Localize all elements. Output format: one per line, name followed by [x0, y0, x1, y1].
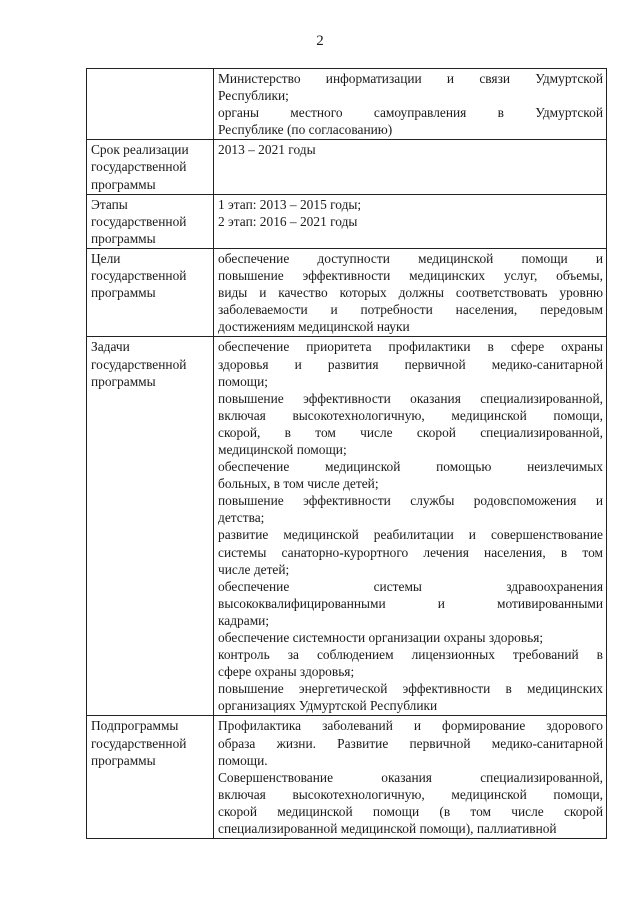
content-paragraph: [218, 141, 603, 158]
row-content-cell: [214, 194, 607, 248]
row-label-cell: [87, 140, 214, 194]
table-row: [87, 194, 607, 248]
content-paragraph: [218, 213, 603, 230]
row-label-line: программы: [91, 752, 156, 768]
content-line: образа жизни. Развитие первичной медико-санитарной: [218, 735, 603, 751]
content-line: обеспечение системы здравоохранения: [218, 578, 603, 594]
table-row: [87, 716, 607, 839]
table-row: [87, 69, 607, 140]
row-label-line: государственной: [91, 356, 187, 372]
content-line: обеспечение медицинской помощью неизлечимых: [218, 459, 603, 475]
content-paragraph: [218, 338, 603, 389]
row-label-line: Этапы: [91, 196, 128, 212]
content-line: включая высокотехнологичную, медицинской помощи,: [218, 407, 603, 423]
row-label-cell: [87, 69, 214, 140]
content-line: специализированной медицинской помощи), паллиативной: [218, 821, 557, 837]
content-line: больных, в том числе детей;: [218, 476, 379, 492]
row-label-line: программы: [91, 176, 156, 192]
content-line: повышение эффективности медицинских услуг, объемы,: [218, 268, 603, 284]
content-paragraph: [218, 717, 603, 768]
content-line: Министерство информатизации и связи Удмуртской: [218, 71, 603, 86]
content-paragraph: [218, 70, 603, 104]
row-label-line: программы: [91, 285, 156, 301]
row-content-cell: [214, 69, 607, 140]
content-paragraph: [218, 104, 603, 138]
row-content-cell: [214, 337, 607, 716]
program-passport-table: [86, 68, 607, 839]
content-line: заболеваемости и потребности населения, передовым: [218, 302, 603, 318]
content-line: высококвалифицированными и мотивированными: [218, 595, 603, 611]
content-paragraph: [218, 769, 603, 837]
row-label-line: Цели: [91, 250, 121, 266]
content-line: 1 этап: 2013 – 2015 годы;: [218, 196, 362, 212]
content-paragraph: [218, 680, 603, 714]
content-line: виды и качество которых должны соответствовать уровню: [218, 285, 603, 301]
content-line: помощи.: [218, 752, 268, 768]
table-row: [87, 337, 607, 716]
row-content-cell: [214, 716, 607, 839]
content-line: сфере охраны здоровья;: [218, 664, 355, 680]
page-number: 2: [316, 33, 324, 49]
content-line: системы санаторно-курортного лечения населения, в том: [218, 544, 603, 560]
row-label-line: государственной: [91, 159, 187, 175]
content-line: кадрами;: [218, 612, 270, 628]
content-line: обеспечение приоритета профилактики в сфере охраны: [218, 339, 603, 355]
content-line: повышение эффективности службы родовспоможения и: [218, 493, 603, 509]
content-paragraph: [218, 646, 603, 680]
content-paragraph: [218, 390, 603, 458]
content-paragraph: [218, 458, 603, 492]
content-line: обеспечение доступности медицинской помощи и: [218, 250, 603, 266]
content-line: органы местного самоуправления в Удмуртской: [218, 105, 603, 121]
content-line: Республики;: [218, 88, 289, 104]
content-paragraph: [218, 250, 603, 335]
row-label-line: Задачи: [91, 339, 130, 355]
content-line: медицинской помощи;: [218, 441, 347, 457]
content-line: контроль за соблюдением лицензионных требований в: [218, 647, 603, 663]
table-body: [87, 69, 607, 839]
content-line: Профилактика заболеваний и формирование здорового: [218, 718, 603, 734]
content-paragraph: [218, 526, 603, 577]
row-label-line: Подпрограммы: [91, 718, 179, 734]
content-line: Республике (по согласованию): [218, 122, 393, 138]
content-line: скорой медицинской помощи (в том числе скорой: [218, 803, 603, 819]
content-line: обеспечение системности организации охраны здоровья;: [218, 630, 544, 645]
content-line: развитие медицинской реабилитации и совершенствование: [218, 527, 603, 543]
content-line: достижениям медицинской науки: [218, 319, 410, 335]
content-line: Совершенствование оказания специализированной,: [218, 769, 603, 785]
row-label-line: государственной: [91, 735, 187, 751]
row-label-cell: [87, 337, 214, 716]
content-line: скорой, в том числе скорой специализированной,: [218, 424, 603, 440]
content-line: числе детей;: [218, 561, 290, 577]
row-label-cell: [87, 194, 214, 248]
row-label-line: программы: [91, 373, 156, 389]
row-label-line: государственной: [91, 268, 187, 284]
row-label-line: программы: [91, 230, 156, 246]
content-line: помощи;: [218, 373, 268, 389]
row-label-line: государственной: [91, 213, 187, 229]
table-row: [87, 248, 607, 336]
content-line: организациях Удмуртской Республики: [218, 698, 438, 714]
content-line: повышение эффективности оказания специализированной,: [218, 390, 603, 406]
content-line: 2 этап: 2016 – 2021 годы: [218, 213, 358, 229]
content-paragraph: [218, 196, 603, 213]
content-line: здоровья и развития первичной медико-санитарной: [218, 356, 603, 372]
row-content-cell: [214, 140, 607, 194]
content-paragraph: [218, 578, 603, 629]
content-line: повышение энергетической эффективности в медицинских: [218, 681, 603, 697]
content-line: включая высокотехнологичную, медицинской помощи,: [218, 786, 603, 802]
content-line: детства;: [218, 510, 265, 526]
content-paragraph: [218, 492, 603, 526]
row-content-cell: [214, 248, 607, 336]
table-row: [87, 140, 607, 194]
row-label-cell: [87, 716, 214, 839]
row-label-cell: [87, 248, 214, 336]
content-line: 2013 – 2021 годы: [218, 142, 316, 158]
row-label-line: Срок реализации: [91, 142, 189, 158]
content-paragraph: [218, 629, 603, 646]
